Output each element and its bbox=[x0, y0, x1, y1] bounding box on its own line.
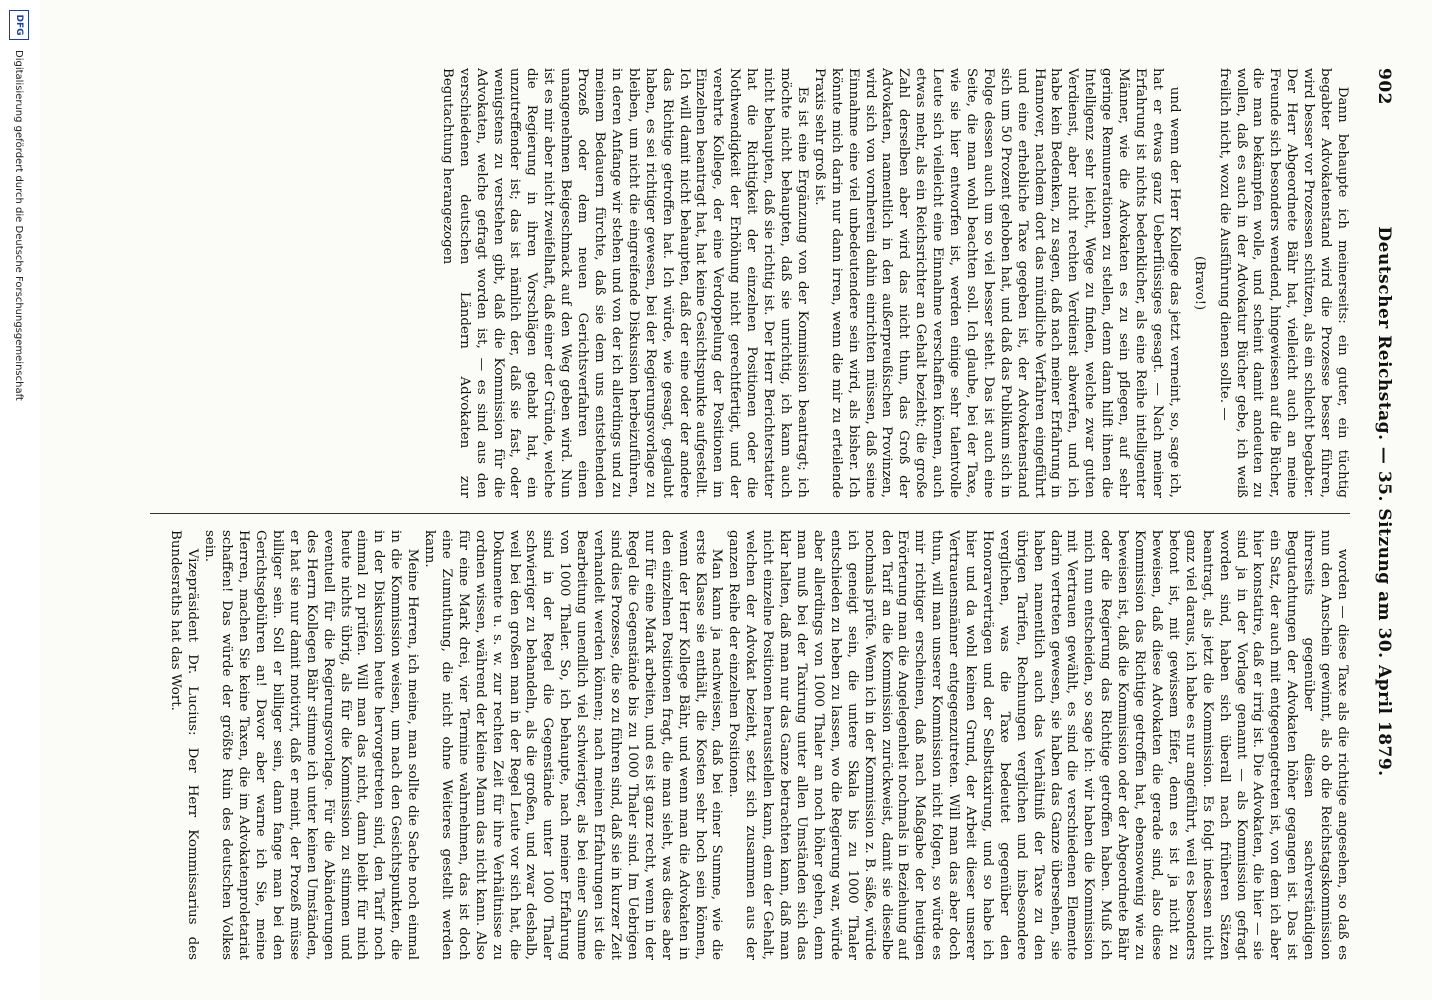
speaker-note: Vizepräsident Dr. Lucius: Der Herr Kommissarius des Bundesraths hat das Wort. bbox=[168, 530, 201, 960]
page-title: Deutscher Reichstag. — 35. Sitzung am 30. April 1879. bbox=[1374, 226, 1394, 777]
page-header bbox=[1364, 68, 1404, 928]
column-divider bbox=[150, 513, 1350, 514]
paragraph: Meine Herren, ich meine, man sollte die Sache noch einmal in die Kommission weisen, um nach den Gesichtspunkten, die in der Diskussion heute hervorgetreten sind, den Tarif noch einmal zu prüfen. Will man das nicht, dann bleibt für mich heute nichts übrig, als für die Kommission zu stimmen und eventuell für die Regierungsvorlage. Für die Abänderungen des Herrn Kollegen Bähr stimme ich unter keinen Umständen, er hat sie nur damit motivirt, daß er meint, der Prozeß müsse billiger sein. Soll er billiger sein, dann fange man bei den Gerichtsgebühren an! Davor aber warne ich Sie, meine Herren, machen Sie keine Taxen, die im Advokatenproletariat schaffen! Das würde der größte Ruin des deutschen Volkes sein. bbox=[202, 530, 421, 960]
paragraph: und wenn der Herr Kollege das jetzt verneint, so, sage ich, hat er etwas ganz Ueberflüssiges gesagt. — Nach meiner Erfahrung ist nichts bedenklicher, als eine Reihe intelligenter Männer, wie die Advokaten es zu sein pflegen, auf sehr geringe Remunerationen zu stellen, denn dann hilft ihnen die Intelligenz sehr leicht, Wege zu finden, welche zwar guten Verdienst, aber nicht rechten Verdienst abwerfen, und ich habe kein Bedenken, zu sagen, daß nach meiner Erfahrung in Hannover, nachdem dort das mündliche Verfahren eingeführt und eine erhebliche Taxe gegeben ist, der Advokatenstand sich um 50 Prozent gehoben hat, und daß das Publikum sich in Folge dessen auch um so viel besser steht. Das ist auch eine Seite, die man wohl beachten soll. Ich glaube, bei der Taxe, wie sie hier entworfen ist, werden einige sehr talentvolle Leute sich vielleicht eine Einnahme verschaffen können, auch etwas mehr, als ein Reichsrichter an Gehalt bezieht; die große Zahl derselben aber wird das nicht thun, das Groß der Advokaten, namentlich in den außerpreußischen Provinzen, wird sich von vornherein dahin einrichten müssen, daß seine Einnahme eine viel unbedeutendere sein wird, als bisher. Ich könnte mich darin nur dann irren, wenn die mir zu erteilende Praxis sehr groß ist. bbox=[811, 68, 1182, 498]
left-column bbox=[140, 68, 1350, 498]
paragraph: Man kann ja nachweisen, daß bei einer Summe, wie die erste Klasse sie enthält, die Kosten sehr hoch sein können, wenn der Herr Kollege Bähr, und wenn man die Advokaten in den einzelnen Positionen fragt, die man sieht, was diese aber nur für eine Mark arbeiten, und es ist ganz recht, wenn in der Regel die Gegenstände bis zu 1000 Thaler sind. Im Uebrigen sind dies Prozesse, die so zu führen sind, daß sie in kurzer Zeit verhandelt werden können; nach meinen Erfahrungen ist die Bearbeitung unendlich viel schwieriger, als bei einer Summe von 1000 Thaler. So, ich behaupte, nach meiner Erfahrung sind in der Regel die Gegenstände unter 1000 Thaler schwieriger zu behandeln, als die großen, und zwar deshalb, weil bei den großen man in der Regel Leute vor sich hat, die Dokumente u. s. w. zur rechten Zeit für ihre Verhältnisse zu ordnen wissen, während der kleine Mann das nicht kann. Also für eine Mark drei, vier Termine wahrnehmen, das ist doch eine Zumuthung, die nicht ohne Weiteres gestellt werden kann. bbox=[422, 530, 725, 960]
digitization-footer bbox=[8, 0, 30, 1000]
right-column bbox=[140, 530, 1350, 960]
paragraph: Es ist eine Ergänzung von der Kommission beantragt; ich möchte nicht behaupten, daß sie unrichtig, ich kann auch nicht behaupten, daß sie richtig ist. Der Herr Berichterstatter hat die Richtigkeit der einzelnen Positionen oder die Nothwendigkeit der Erhöhung nicht gerechtfertigt, und der verehrte Kollege, der eine Verdoppelung der Positionen im Einzelnen beantragt hat, hat keine Gesichtspunkte aufgestellt. Ich will damit nicht behaupten, daß der eine oder der andere das Richtige getroffen hat. Ich würde, wie gesagt, geglaubt haben, es sei richtiger gewesen, bei der Regierungsvorlage zu bleiben, um nicht die eingreifende Diskussion herbeizuführen, in deren Anfange wir stehen und von der ich allerdings und zu meinem Bedauern fürchte, daß sie dem uns entstehenden Prozeß oder dem neuen Gerichtsverfahren einen unangenehmen Beigeschmack auf den Weg geben wird. Nun ist es mir aber nicht zweifelhaft, daß einer der Gründe, welche die Regierung in ihren Vorschlägen gehabt hat, ein unzutreffender ist; das ist nämlich der, daß sie fast, oder wenigstens zu verstehen gibt, daß die Kommission für die Advokaten, welche gefragt worden ist, — es sind aus den verschiedenen deutschen Ländern Advokaten zur Begutachtung herangezogen bbox=[439, 68, 810, 498]
footer-text: Digitalisierung gefördert durch die Deutsche Forschungsgemeinschaft bbox=[13, 50, 25, 401]
paragraph: worden — diese Taxe als die richtige angesehen, so daß es nun den Anschein gewinnt, als ob die Reichstagskommission ihrerseits gegenüber diesen sachverständigen Begutachtungen der Advokaten höher gegangen ist. Das ist ein Satz, der auch mit entgegengetreten ist, von dem ich aber hier konstatire, daß er irrig ist. Die Advokaten, die hier — sie sind ja in der Vorlage genannt — als Kommission gefragt worden sind, haben sich überall nach früheren Sätzen beantragt, als jetzt die Kommission. Es folgt indessen nicht ganz viel daraus, ich habe es nur angeführt, weil es besonders betont ist, mit gewissem Eifer, denn es ist ja nicht zu beweisen, daß diese Advokaten die gerade sind, also diese Kommission das Richtige getroffen hat, ebensowenig wie zu beweisen ist, daß die Kommission oder der Abgeordnete Bähr oder die Regierung das Richtige getroffen haben. Muß ich mich nun entscheiden, so sage ich: wir haben die Kommission mit Vertrauen gewählt, es sind die verschiedenen Elemente darin vertreten gewesen, sie haben das Ganze übersehen, sie haben namentlich auch das Verhältniß der Taxe zu den übrigen Tarifen, Rechnungen verglichen und insbesondere verglichen, was die Taxe bedeutet gegenüber den Honorarverträgen und der Selbsttaxirung, und so habe ich hier und da wohl keinen Grund, der Arbeit dieser unserer Vertrauensmänner entgegenzutreten. Will man das aber doch thun, will man unserer Kommission nicht folgen, so würde es mir richtiger erscheinen, daß nach Maßgabe der heutigen Erörterung man die Angelegenheit nochmals in Beziehung auf den Tarif an die Kommission zurückweist, damit sie dieselbe nochmals prüfe. Wenn ich in der Kommission z. B. säße, würde ich geneigt sein, die untere Skala bis zu 1000 Thaler entschieden zu heben zu lassen, wo die Regierung war, würde aber allerdings von 1000 Thaler an noch höher gehen, denn man muß bei der Taxirung unter allen Umständen sich das klar halten, daß man nur das Ganze betrachten kann, daß man nicht einzelne Positionen herausstellen kann, denn der Gehalt, welchen der Advokat bezieht, setzt sich zusammen aus der ganzen Reihe der einzelnen Positionen. bbox=[726, 530, 1350, 960]
paragraph: Dann behaupte ich meinerseits: ein guter, ein tüchtig begabter Advokatenstand wird die Prozesse besser führen, wird besser vor Prozessen schützen, als ein schlecht begabter. Der Herr Abgeordnete Bähr hat, vielleicht auch an meine Freunde sich besonders wendend, hingewiesen auf die Bücher, die man bekämpfen wolle, und scheint damit andeuten zu wollen, daß es auch in der Advokatur Bücher gebe, ich weiß freilich nicht, wozu die Ausführung dienen sollte. — bbox=[1216, 68, 1350, 498]
dfg-logo: DFG bbox=[9, 10, 29, 40]
page-number: 902 bbox=[1374, 68, 1394, 105]
interjection: (Bravo!) bbox=[1191, 255, 1207, 311]
